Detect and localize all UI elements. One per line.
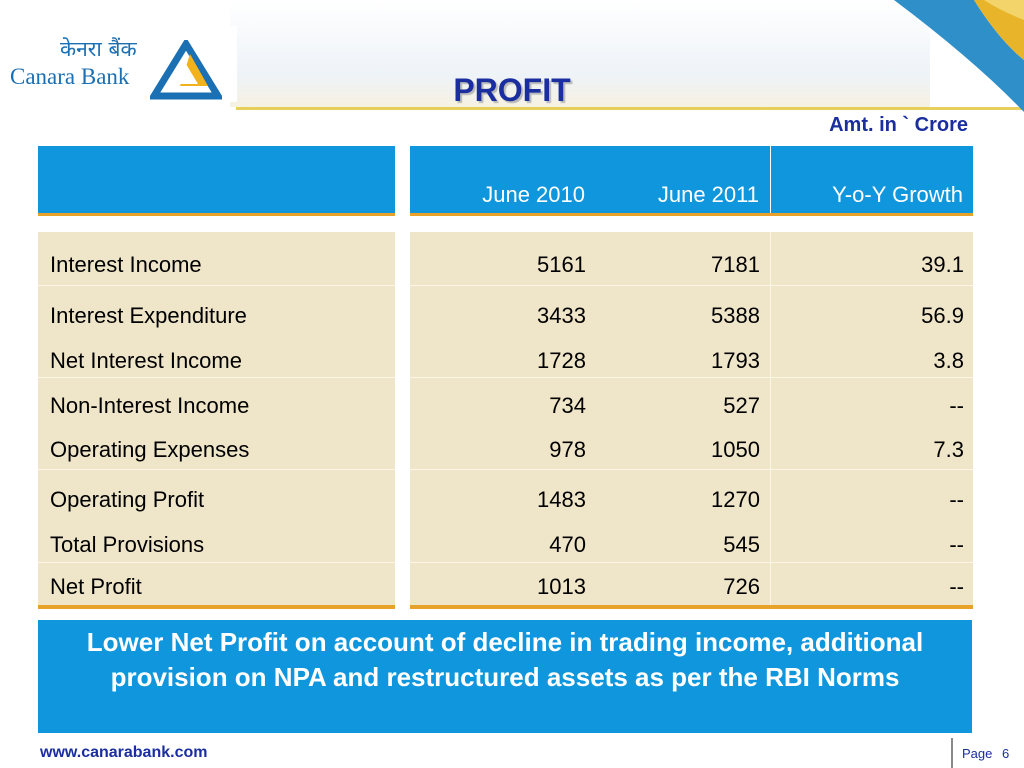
value-june-2010: 3433	[537, 303, 586, 328]
value-june-2011: 527	[723, 393, 760, 418]
summary-note: Lower Net Profit on account of decline in trading income, additional provision on NPA and restructured assets as per the RBI Norms	[38, 620, 972, 733]
row-label: Operating Expenses	[50, 437, 250, 462]
value-june-2010: 1728	[537, 348, 586, 373]
value-yoy-growth: --	[949, 393, 964, 418]
value-yoy-growth: 56.9	[921, 303, 964, 328]
value-june-2011: 1270	[711, 487, 760, 512]
column-header-yoy-growth: Y-o-Y Growth	[832, 182, 963, 207]
value-june-2010: 1483	[537, 487, 586, 512]
amount-unit-note: Amt. in ` Crore	[829, 114, 968, 136]
row-label: Total Provisions	[50, 532, 205, 557]
value-june-2011: 5388	[711, 303, 760, 328]
header-column-divider	[770, 146, 771, 213]
value-june-2010: 734	[549, 393, 586, 418]
row-label: Net Profit	[50, 574, 142, 599]
value-june-2010: 5161	[537, 252, 586, 277]
row-label: Net Interest Income	[50, 348, 242, 373]
value-yoy-growth: 3.8	[933, 348, 964, 373]
value-yoy-growth: --	[949, 487, 964, 512]
value-june-2010: 978	[549, 437, 586, 462]
value-june-2010: 470	[549, 532, 586, 557]
value-yoy-growth: 7.3	[933, 437, 964, 462]
logo-hindi-text: केनरा बैंक	[60, 37, 137, 61]
column-header-june-2010: June 2010	[482, 182, 585, 207]
value-june-2011: 1793	[711, 348, 760, 373]
footer-website-link[interactable]: www.canarabank.com	[40, 744, 208, 761]
row-label: Interest Expenditure	[50, 303, 247, 328]
value-june-2011: 1050	[711, 437, 760, 462]
value-yoy-growth: --	[949, 532, 964, 557]
column-header-june-2011: June 2011	[657, 182, 759, 207]
footer-page-indicator	[962, 746, 1009, 761]
page-title: PROFIT	[453, 72, 571, 108]
row-label: Operating Profit	[50, 487, 205, 512]
footer-divider	[951, 738, 953, 768]
value-june-2011: 7181	[711, 252, 760, 277]
row-label: Interest Income	[50, 252, 202, 277]
page-label: Page	[962, 746, 993, 761]
table-header-label-band	[38, 146, 395, 216]
value-june-2010: 1013	[537, 574, 586, 599]
table-header-values-band	[410, 146, 973, 216]
value-yoy-growth: --	[949, 574, 964, 599]
row-values-panel	[410, 232, 973, 609]
value-june-2011: 545	[723, 532, 760, 557]
row-label: Non-Interest Income	[50, 393, 250, 418]
value-june-2011: 726	[723, 574, 760, 599]
value-yoy-growth: 39.1	[921, 252, 964, 277]
page-number: 6	[1002, 746, 1010, 761]
logo-english-text: Canara Bank	[10, 64, 130, 89]
